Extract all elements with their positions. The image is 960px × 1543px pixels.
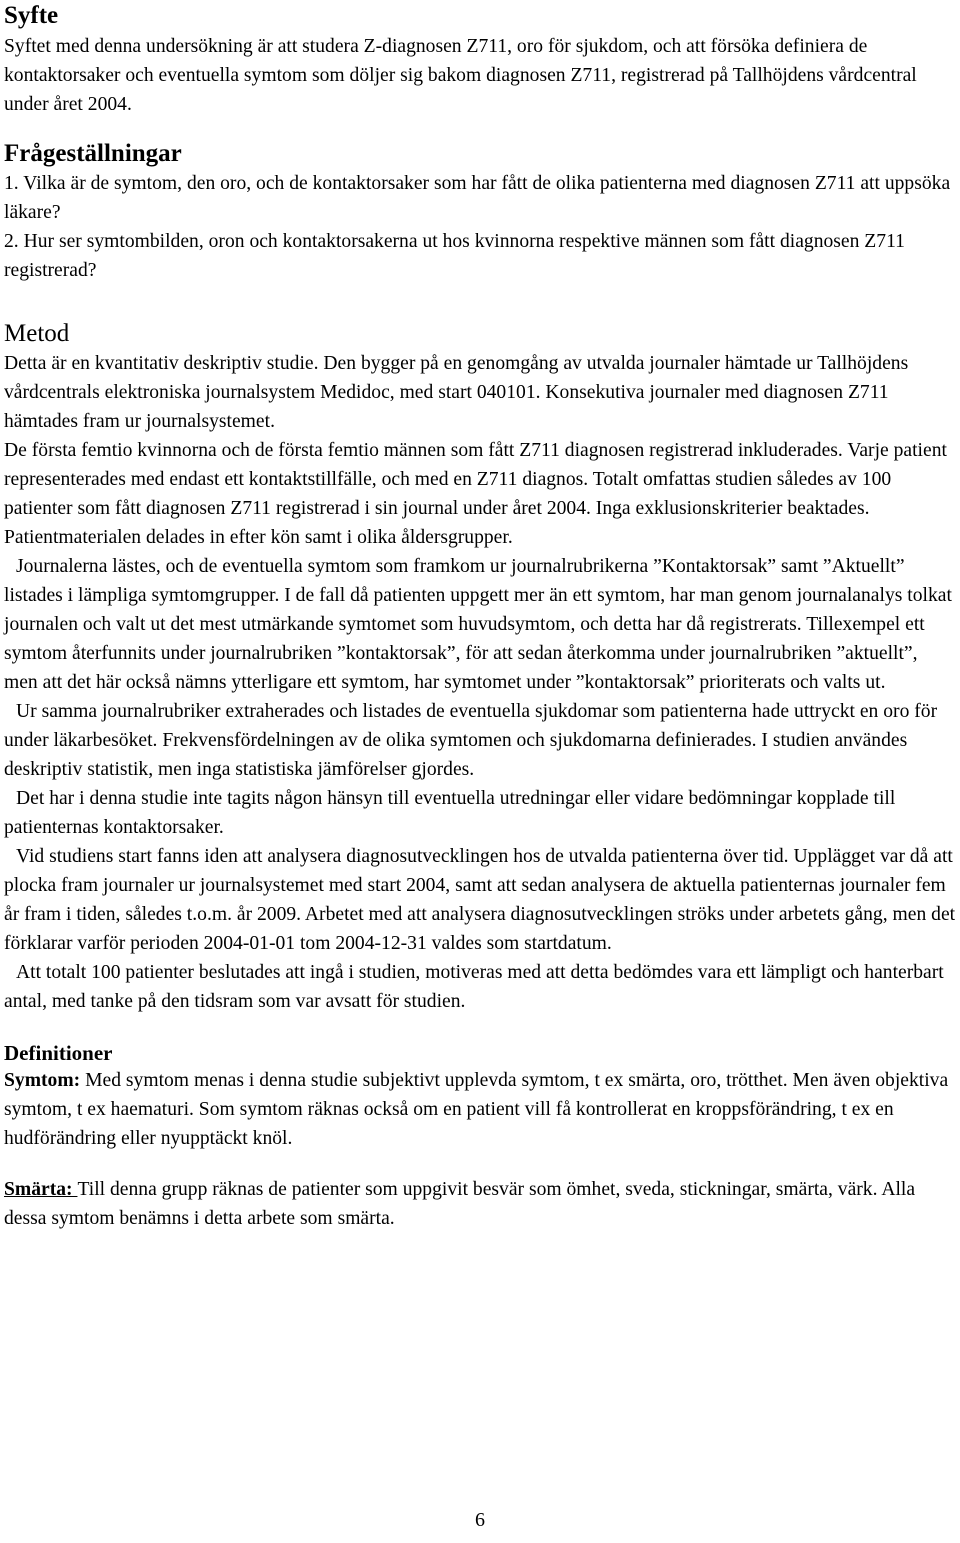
section-heading-definitioner: Definitioner bbox=[4, 1041, 113, 1065]
definition-text-smarta: Till denna grupp räknas de patienter som uppgivit besvär som ömhet, sveda, stickningar, smärta, värk. Alla dessa symtom benämns i detta arbete som smärta. bbox=[4, 1179, 916, 1229]
metod-paragraph-1: Detta är en kvantitativ deskriptiv studie. Den bygger på en genomgång av utvalda journaler hämtade ur Tallhöjdens vårdcentrals elektroniska journalsystem Medidoc, med start 040101. Konsekutiva journaler med diagnosen Z711 hämtades fram ur journalsystemet. bbox=[4, 353, 909, 432]
syfte-paragraph: Syftet med denna undersökning är att studera Z-diagnosen Z711, oro för sjukdom, och att försöka definiera de kontaktorsaker och eventuella symtom som döljer sig bakom diagnosen Z711, registrerad på Tallhöjdens vårdcentral under året 2004. bbox=[4, 36, 917, 115]
question-2: 2. Hur ser symtombilden, oron och kontaktorsakerna ut hos kvinnorna respektive männen som fått diagnosen Z711 registrerad? bbox=[4, 231, 905, 281]
document-page bbox=[4, 0, 956, 1233]
page-number: 6 bbox=[475, 1509, 485, 1531]
metod-paragraph-2: De första femtio kvinnorna och de första femtio männen som fått Z711 diagnosen registrerad inkluderades. Varje patient representerades med endast ett kontaktstillfälle, och med en Z711 diagnos. Totalt omfattas studien således av 100 patienter som fått diagnosen Z711 registrerad i sin journal under året 2004. Inga exklusionskriterier beaktades. Patientmaterialen delades in efter kön samt i olika åldersgrupper. bbox=[4, 440, 947, 548]
metod-paragraph-3: Journalerna lästes, och de eventuella symtom som framkom ur journalrubrikerna ”Kontaktorsak” samt ”Aktuellt” listades i lämpliga symtomgrupper. I de fall då patienten uppgett mer än ett symtom, har man genom journalanalys tolkat journalen och valt ut det mest utmärkande symtomet som huvudsymtom, och detta har då registrerats. Tillexempel ett symtom återfunnits under journalrubriken ”kontaktorsak”, för att sedan återkomma under journalrubriken ”aktuellt”, men att det här också nämns ytterligare ett symtom, har symtomet under ”kontaktorsak” prioriterats och valts ut. bbox=[4, 556, 952, 693]
section-heading-syfte: Syfte bbox=[4, 2, 59, 29]
definition-term-smarta: Smärta: bbox=[4, 1179, 78, 1200]
metod-paragraph-5: Det har i denna studie inte tagits någon hänsyn till eventuella utredningar eller vidare bedömningar kopplade till patienternas kontaktorsaker. bbox=[4, 788, 896, 838]
metod-paragraph-6: Vid studiens start fanns iden att analysera diagnosutvecklingen hos de utvalda patienterna över tid. Upplägget var då att plocka fram journaler ur journalsystemet med start 2004, samt att sedan analysera de aktuella patienternas journaler fem år fram i tiden, således t.o.m. år 2009. Arbetet med att analysera diagnosutvecklingen ströks under arbetets gång, men det förklarar varför perioden 2004-01-01 tom 2004-12-31 valdes som startdatum. bbox=[4, 846, 956, 954]
definition-text-symtom: Med symtom menas i denna studie subjektivt upplevda symtom, t ex smärta, oro, trötthet. Men även objektiva symtom, t ex haematuri. Som symtom räknas också om en patient vill få kontrollerat en kroppsförändring, t ex en hudförändring eller nyupptäckt knöl. bbox=[4, 1070, 949, 1149]
definition-term-symtom: Symtom: bbox=[4, 1070, 81, 1091]
metod-paragraph-7: Att totalt 100 patienter beslutades att ingå i studien, motiveras med att detta bedömdes vara ett lämpligt och hanterbart antal, med tanke på den tidsram som var avsatt för studien. bbox=[4, 962, 944, 1012]
section-heading-metod: Metod bbox=[4, 320, 70, 347]
section-heading-fragestallningar: Frågeställningar bbox=[4, 140, 182, 167]
metod-paragraph-4: Ur samma journalrubriker extraherades och listades de eventuella sjukdomar som patienterna hade uttryckt en oro för under läkarbesöket. Frekvensfördelningen av de olika symtomen och sjukdomarna definierades. I studien användes deskriptiv statistik, men inga statistiska jämförelser gjordes. bbox=[4, 701, 938, 780]
definition-symtom bbox=[4, 1066, 956, 1153]
definition-smarta bbox=[4, 1175, 956, 1233]
question-1: 1. Vilka är de symtom, den oro, och de kontaktorsaker som har fått de olika patienterna med diagnosen Z711 att uppsöka läkare? bbox=[4, 173, 951, 223]
